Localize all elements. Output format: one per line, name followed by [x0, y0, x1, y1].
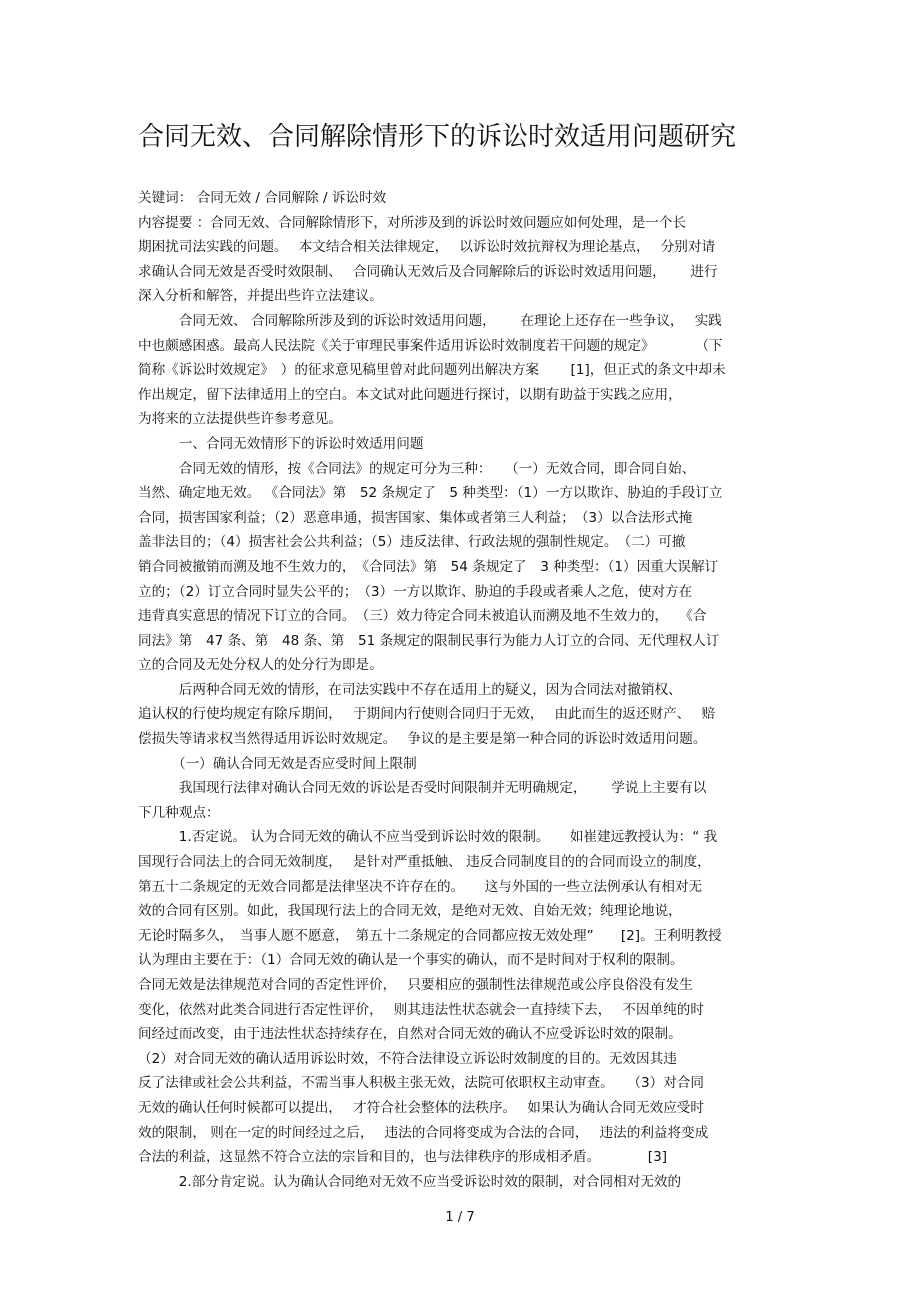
text-line: 我国现行法律对确认合同无效的诉讼是否受时间限制并无明确规定， 学说上主要有以 [138, 780, 707, 797]
page-number: 1 / 7 [445, 1210, 475, 1225]
text-line: 效的限制， 则在一定的时间经过之后， 违法的合同将变成为合法的合同， 违法的利益将变成 [138, 1124, 709, 1141]
text-line: 盖非法目的；（4）损害社会公共利益；（5）违反法律、行政法规的强制性规定。 （二）可撤 [138, 534, 686, 551]
text-line: 内容提要 ：合同无效、合同解除情形下，对所涉及到的诉讼时效问题应如何处理，是一个长 [138, 214, 687, 231]
text-line: 追认权的行使均规定有除斥期间， 于期间内行使则合同归于无效， 由此而生的返还财产、 赔 [138, 706, 716, 723]
text-line: 认为理由主要在于：（1）合同无效的确认是一个事实的确认，而不是时间对于权利的限制。 [138, 952, 684, 969]
text-line: 合同无效、 合同解除所涉及到的诉讼时效适用问题， 在理论上还存在一些争议， 实践 [138, 312, 722, 329]
text-line: 无论时隔多久， 当事人愿不愿意， 第五十二条规定的合同都应按无效处理” [2]。王利明教授 [138, 927, 722, 944]
text-line: 偿损失等请求权当然得适用诉讼时效规定。 争议的是主要是第一种合同的诉讼时效适用问题。 [138, 731, 707, 748]
text-line: 变化，依然对此类合同进行否定性评价， 则其违法性状态就会一直持续下去， 不因单纯的时 [138, 1001, 704, 1018]
text-line: 合法的利益，这显然不符合立法的宗旨和目的，也与法律秩序的形成相矛盾。 [3] [138, 1149, 668, 1166]
text-line: 合同，损害国家利益；（2）恶意串通，损害国家、集体或者第三人利益； （3）以合法形式掩 [138, 509, 693, 526]
text-line: 立的；（2）订立合同时显失公平的； （3）一方以欺诈、胁迫的手段或者乘人之危，使对方在 [138, 583, 693, 600]
text-line: 同法》第 47 条、第 48 条、第 51 条规定的限制民事行为能力人订立的合同、无代理权人订 [138, 632, 720, 649]
text-line: 1.否定说。 认为合同无效的确认不应当受到诉讼时效的限制。 如崔建远教授认为：“ 我 [138, 829, 718, 846]
text-line: 为将来的立法提供些许参考意见。 [138, 411, 342, 428]
text-line: 一、合同无效情形下的诉讼时效适用问题 [138, 435, 424, 452]
text-line: 下几种观点： [138, 804, 220, 821]
text-line: 合同无效是法律规范对合同的否定性评价， 只要相应的强制性法律规范或公序良俗没有发生 [138, 977, 693, 993]
text-line: 期困扰司法实践的问题。 本文结合相关法律规定， 以诉讼时效抗辩权为理论基点， 分别对请 [138, 239, 716, 256]
text-line: 合同无效的情形，按《合同法》的规定可分为三种： （一）无效合同，即合同自始、 [138, 460, 696, 477]
document-title: 合同无效、合同解除情形下的诉讼时效适用问题研究 [138, 122, 737, 152]
text-line: 简称《诉讼时效规定》 ）的征求意见稿里曾对此问题列出解决方案 [1]，但正式的条文中却未 [138, 362, 726, 379]
document-body [138, 186, 782, 1194]
text-line: 反了法律或社会公共利益，不需当事人积极主张无效，法院可依职权主动审查。 （3）对合同 [138, 1075, 704, 1092]
text-line: 深入分析和解答，并提出些许立法建议。 [138, 288, 383, 305]
text-line: 求确认合同无效是否受时效限制、 合同确认无效后及合同解除后的诉讼时效适用问题， 进行 [138, 263, 718, 280]
text-line: 销合同被撤销而溯及地不生效力的， 《合同法》第 54 条规定了 3 种类型：（1）因重大误解订 [138, 558, 719, 575]
text-line: 当然、确定地无效。 《合同法》第 52 条规定了 5 种类型：（1）一方以欺诈、胁迫的手段订立 [138, 485, 723, 502]
text-line: 效的合同有区别。如此，我国现行法上的合同无效，是绝对无效、自始无效；纯理论地说， [138, 903, 682, 920]
text-line: 后两种合同无效的情形，在司法实践中不存在适用上的疑义，因为合同法对撤销权、 [138, 681, 682, 698]
text-line: 第五十二条规定的无效合同都是法律坚决不许存在的。 这与外国的一些立法例承认有相对无 [138, 878, 703, 895]
text-line: 2.部分肯定说。认为确认合同绝对无效不应当受诉讼时效的限制，对合同相对无效的 [138, 1173, 682, 1190]
text-line: 间经过而改变，由于违法性状态持续存在，自然对合同无效的确认不应受诉讼时效的限制。 [138, 1026, 682, 1043]
text-line: 作出规定，留下法律适用上的空白。本文试对此问题进行探讨，以期有助益于实践之应用， [138, 386, 682, 403]
text-line: （一）确认合同无效是否应受时间上限制 [138, 755, 417, 772]
text-line: 中也颇感困惑。最高人民法院《关于审理民事案件适用诉讼时效制度若干问题的规定》 （下 [138, 337, 723, 354]
text-line: 国现行合同法上的合同无效制度， 是针对严重抵触、 违反合同制度目的的合同而设立的制度， [138, 854, 711, 871]
text-line: 无效的确认任何时候都可以提出， 才符合社会整体的法秩序。 如果认为确认合同无效应受时 [138, 1099, 704, 1116]
text-line: 立的合同及无处分权人的处分行为即是。 [138, 657, 383, 674]
text-line: 关键词： 合同无效 / 合同解除 / 诉讼时效 [138, 190, 387, 206]
text-line: （2）对合同无效的确认适用诉讼时效，不符合法律设立诉讼时效制度的目的。无效因其违 [138, 1050, 677, 1067]
text-line: 违背真实意思的情况下订立的合同。 （三）效力待定合同未被追认而溯及地不生效力的， 《合 [138, 608, 707, 625]
